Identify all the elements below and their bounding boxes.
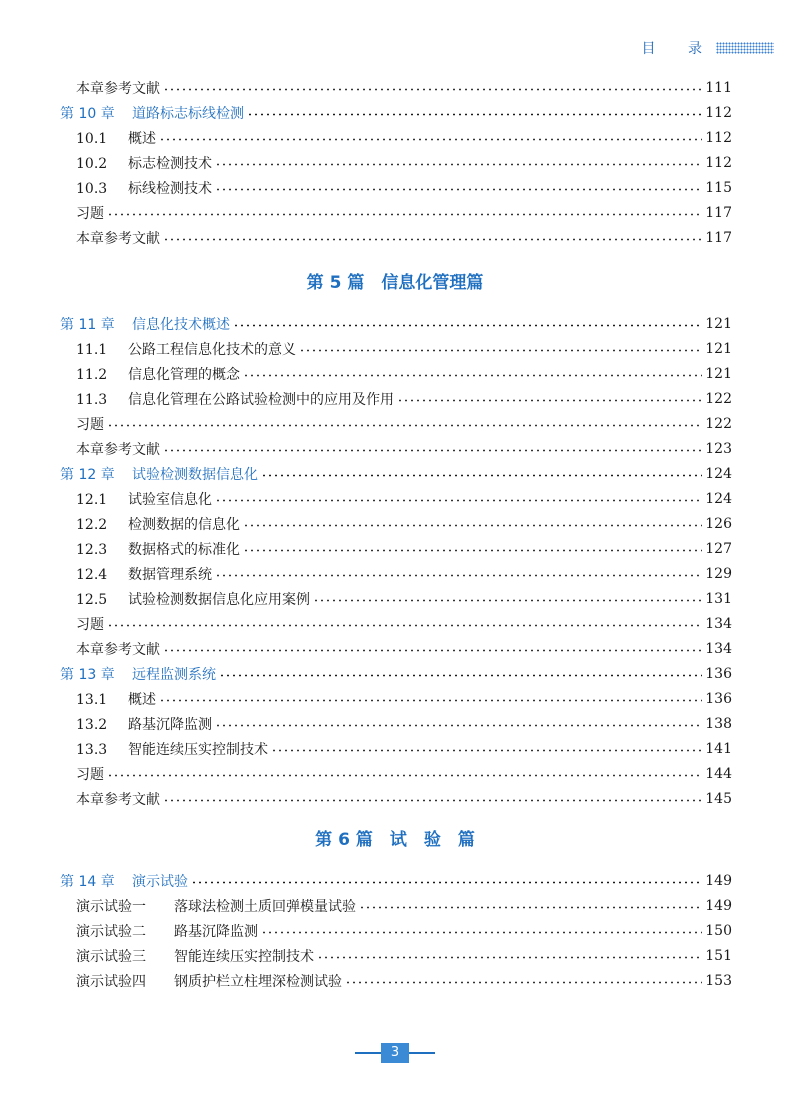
toc-entry-row[interactable] (76, 638, 732, 660)
toc-entry-number: 12.2 (76, 517, 108, 533)
toc-entry-title (76, 564, 212, 584)
toc-leader-dots (219, 668, 702, 680)
toc-leader-dots (215, 182, 702, 194)
toc-entry-number: 第 11 章 (60, 317, 115, 333)
toc-leader-dots (243, 518, 702, 530)
toc-entry-title (76, 389, 394, 409)
toc-entry-number: 11.3 (76, 392, 108, 408)
toc-entry-title (76, 946, 314, 966)
footer-line-right (409, 1052, 435, 1054)
toc-entry-number: 10.2 (76, 156, 108, 172)
toc-entry-label: 信息化管理在公路试验检测中的应用及作用 (128, 392, 394, 408)
toc-page-number: 126 (705, 516, 732, 532)
toc-entry-title (76, 921, 258, 941)
toc-entry-row[interactable] (76, 388, 732, 410)
toc-entry-label: 本章参考文献 (76, 642, 160, 658)
toc-entry-row[interactable] (76, 588, 732, 610)
toc-entry-row[interactable] (76, 202, 732, 224)
toc-entry-row[interactable] (76, 895, 732, 917)
toc-entry-label: 习题 (76, 767, 104, 783)
toc-entry-label: 远程监测系统 (132, 667, 216, 683)
toc-entry-label: 落球法检测土质回弹模量试验 (174, 899, 356, 915)
toc-leader-dots (159, 693, 702, 705)
toc-entry-title (76, 514, 240, 534)
toc-entry-title (76, 339, 296, 359)
toc-page-number: 134 (705, 641, 732, 657)
toc-leader-dots (261, 925, 702, 937)
toc-page-number: 123 (705, 441, 732, 457)
toc-page-number: 122 (705, 391, 732, 407)
toc-entry-label: 试验检测数据信息化应用案例 (128, 592, 310, 608)
toc-entry-label: 数据格式的标准化 (128, 542, 240, 558)
toc-entry-label: 概述 (128, 692, 156, 708)
toc-leader-dots (397, 393, 702, 405)
toc-leader-dots (243, 368, 702, 380)
toc-entry-title (76, 789, 160, 809)
toc-page-number: 145 (705, 791, 732, 807)
toc-entry-label: 本章参考文献 (76, 231, 160, 247)
toc-entry-number: 第 14 章 (60, 874, 115, 890)
toc-page-number: 134 (705, 616, 732, 632)
toc-page-number: 122 (705, 416, 732, 432)
toc-page-number: 131 (705, 591, 732, 607)
footer-line-left (355, 1052, 381, 1054)
toc-entry-row[interactable] (76, 920, 732, 942)
toc-page-number: 117 (705, 230, 732, 246)
toc-entry-label: 标线检测技术 (128, 181, 212, 197)
toc-page-number: 121 (705, 341, 732, 357)
toc-entry-label: 习题 (76, 617, 104, 633)
toc-entry-label: 概述 (128, 131, 156, 147)
toc-entry-number: 演示试验三 (76, 949, 146, 965)
toc-entry-title (76, 764, 104, 784)
toc-entry-number: 10.1 (76, 131, 108, 147)
toc-entry-title (76, 203, 104, 223)
toc-entry-title (76, 971, 342, 991)
toc-entry-row[interactable] (76, 513, 732, 535)
toc-entry-label: 道路标志标线检测 (132, 106, 244, 122)
toc-page-number: 138 (705, 716, 732, 732)
toc-entry-number: 13.3 (76, 742, 108, 758)
toc-entry-label: 路基沉降监测 (128, 717, 212, 733)
toc-entry-label: 钢质护栏立柱埋深检测试验 (174, 974, 342, 990)
toc-leader-dots (107, 418, 702, 430)
toc-page-number: 112 (705, 105, 732, 121)
toc-entry-row[interactable] (76, 488, 732, 510)
toc-entry-number: 11.1 (76, 342, 108, 358)
toc-chapter-row[interactable] (60, 463, 732, 485)
toc-page-number: 150 (705, 923, 732, 939)
toc-entry-label: 习题 (76, 417, 104, 433)
toc-entry-number: 第 10 章 (60, 106, 115, 122)
toc-entry-row[interactable] (76, 338, 732, 360)
header-dot-pattern (716, 42, 774, 54)
toc-page-number: 141 (705, 741, 732, 757)
toc-entry-label: 路基沉降监测 (174, 924, 258, 940)
toc-entry-number: 13.2 (76, 717, 108, 733)
header-title: 目 录 (641, 41, 716, 57)
toc-entry-label: 试验室信息化 (128, 492, 212, 508)
toc-entry-label: 习题 (76, 206, 104, 222)
toc-page-number: 153 (705, 973, 732, 989)
toc-chapter-row[interactable] (60, 102, 732, 124)
toc-page-number: 149 (705, 873, 732, 889)
toc-entry-row[interactable] (76, 563, 732, 585)
toc-entry-label: 检测数据的信息化 (128, 517, 240, 533)
toc-entry-row[interactable] (76, 227, 732, 249)
toc-page-number: 151 (705, 948, 732, 964)
toc-entry-title (76, 614, 104, 634)
toc-entry-title (76, 153, 212, 173)
toc-entry-row[interactable] (76, 713, 732, 735)
toc-entry-number: 演示试验四 (76, 974, 146, 990)
toc-entry-row[interactable] (76, 413, 732, 435)
toc-entry-number: 第 13 章 (60, 667, 115, 683)
toc-entry-row[interactable] (76, 127, 732, 149)
toc-page-number: 111 (705, 80, 732, 96)
toc-page-number: 129 (705, 566, 732, 582)
page-number: 3 (381, 1043, 409, 1063)
toc-entry-row[interactable] (76, 945, 732, 967)
toc-entry-number: 13.1 (76, 692, 108, 708)
toc-entry-row[interactable] (76, 613, 732, 635)
toc-page-number: 117 (705, 205, 732, 221)
toc-entry-label: 智能连续压实控制技术 (128, 742, 268, 758)
toc-entry-label: 数据管理系统 (128, 567, 212, 583)
toc-entry-number: 11.2 (76, 367, 108, 383)
toc-entry-title (76, 439, 160, 459)
toc-entry-title (60, 314, 230, 334)
toc-entry-title (76, 739, 268, 759)
toc-page-number: 144 (705, 766, 732, 782)
toc-entry-title (60, 464, 258, 484)
toc-entry-row[interactable] (76, 538, 732, 560)
toc-entry-number: 12.5 (76, 592, 108, 608)
toc-leader-dots (163, 793, 702, 805)
toc-entry-title (76, 714, 212, 734)
toc-entry-title (76, 896, 356, 916)
toc-page-number: 121 (705, 366, 732, 382)
toc-leader-dots (163, 443, 702, 455)
toc-page-number: 112 (705, 155, 732, 171)
toc-entry-row[interactable] (76, 763, 732, 785)
toc-leader-dots (215, 157, 702, 169)
toc-page-number: 149 (705, 898, 732, 914)
toc-page-number: 136 (705, 691, 732, 707)
toc-leader-dots (191, 875, 702, 887)
toc-entry-title (76, 489, 212, 509)
toc-leader-dots (317, 950, 702, 962)
toc-entry-title (76, 228, 160, 248)
toc-leader-dots (215, 718, 702, 730)
part-6-heading: 第 6 篇 试 验 篇 (315, 830, 475, 850)
toc-leader-dots (215, 568, 702, 580)
toc-entry-title (76, 128, 156, 148)
toc-entry-label: 信息化技术概述 (132, 317, 230, 333)
toc-entry-title (76, 78, 160, 98)
toc-entry-label: 智能连续压实控制技术 (174, 949, 314, 965)
toc-entry-row[interactable] (76, 438, 732, 460)
toc-entry-title (76, 589, 310, 609)
toc-page-number: 124 (705, 491, 732, 507)
toc-entry-label: 信息化管理的概念 (128, 367, 240, 383)
toc-entry-row[interactable] (76, 177, 732, 199)
toc-leader-dots (261, 468, 702, 480)
toc-entry-row[interactable] (76, 788, 732, 810)
toc-leader-dots (159, 132, 702, 144)
toc-entry-label: 本章参考文献 (76, 81, 160, 97)
toc-leader-dots (163, 232, 702, 244)
toc-leader-dots (215, 493, 702, 505)
toc-leader-dots (247, 107, 702, 119)
toc-entry-number: 演示试验一 (76, 899, 146, 915)
toc-leader-dots (233, 318, 702, 330)
toc-entry-row[interactable] (76, 688, 732, 710)
toc-page-number: 115 (705, 180, 732, 196)
toc-entry-title (76, 539, 240, 559)
toc-entry-title (76, 689, 156, 709)
toc-entry-label: 试验检测数据信息化 (132, 467, 258, 483)
toc-page-number: 112 (705, 130, 732, 146)
toc-entry-label: 本章参考文献 (76, 792, 160, 808)
toc-entry-row[interactable] (76, 738, 732, 760)
toc-chapter-row[interactable] (60, 663, 732, 685)
toc-page-number: 127 (705, 541, 732, 557)
toc-entry-title (76, 178, 212, 198)
running-header (642, 38, 774, 58)
toc-entry-number: 12.3 (76, 542, 108, 558)
toc-leader-dots (299, 343, 702, 355)
toc-entry-title (60, 871, 188, 891)
toc-leader-dots (107, 618, 702, 630)
toc-entry-row[interactable] (76, 152, 732, 174)
part-5-heading: 第 5 篇 信息化管理篇 (306, 273, 484, 293)
toc-entry-label: 标志检测技术 (128, 156, 212, 172)
page-footer (0, 1043, 790, 1063)
toc-leader-dots (107, 768, 702, 780)
toc-leader-dots (243, 543, 702, 555)
toc-entry-title (76, 364, 240, 384)
toc-entry-label: 演示试验 (132, 874, 188, 890)
toc-chapter-row[interactable] (60, 313, 732, 335)
toc-leader-dots (107, 207, 702, 219)
toc-entry-row[interactable] (76, 363, 732, 385)
toc-entry-label: 本章参考文献 (76, 442, 160, 458)
toc-entry-row[interactable] (76, 77, 732, 99)
toc-leader-dots (313, 593, 702, 605)
toc-chapter-row[interactable] (60, 870, 732, 892)
toc-entry-label: 公路工程信息化技术的意义 (128, 342, 296, 358)
toc-leader-dots (271, 743, 702, 755)
toc-entry-title (60, 103, 244, 123)
toc-leader-dots (345, 975, 702, 987)
toc-page-number: 136 (705, 666, 732, 682)
toc-entry-number: 10.3 (76, 181, 108, 197)
toc-entry-number: 12.4 (76, 567, 108, 583)
toc-entry-title (76, 414, 104, 434)
toc-leader-dots (163, 643, 702, 655)
toc-entry-number: 第 12 章 (60, 467, 115, 483)
toc-entry-number: 12.1 (76, 492, 108, 508)
toc-entry-row[interactable] (76, 970, 732, 992)
toc-page-number: 124 (705, 466, 732, 482)
toc-page-number: 121 (705, 316, 732, 332)
toc-entry-title (60, 664, 216, 684)
toc-entry-number: 演示试验二 (76, 924, 146, 940)
toc-leader-dots (359, 900, 702, 912)
toc-leader-dots (163, 82, 702, 94)
toc-entry-title (76, 639, 160, 659)
